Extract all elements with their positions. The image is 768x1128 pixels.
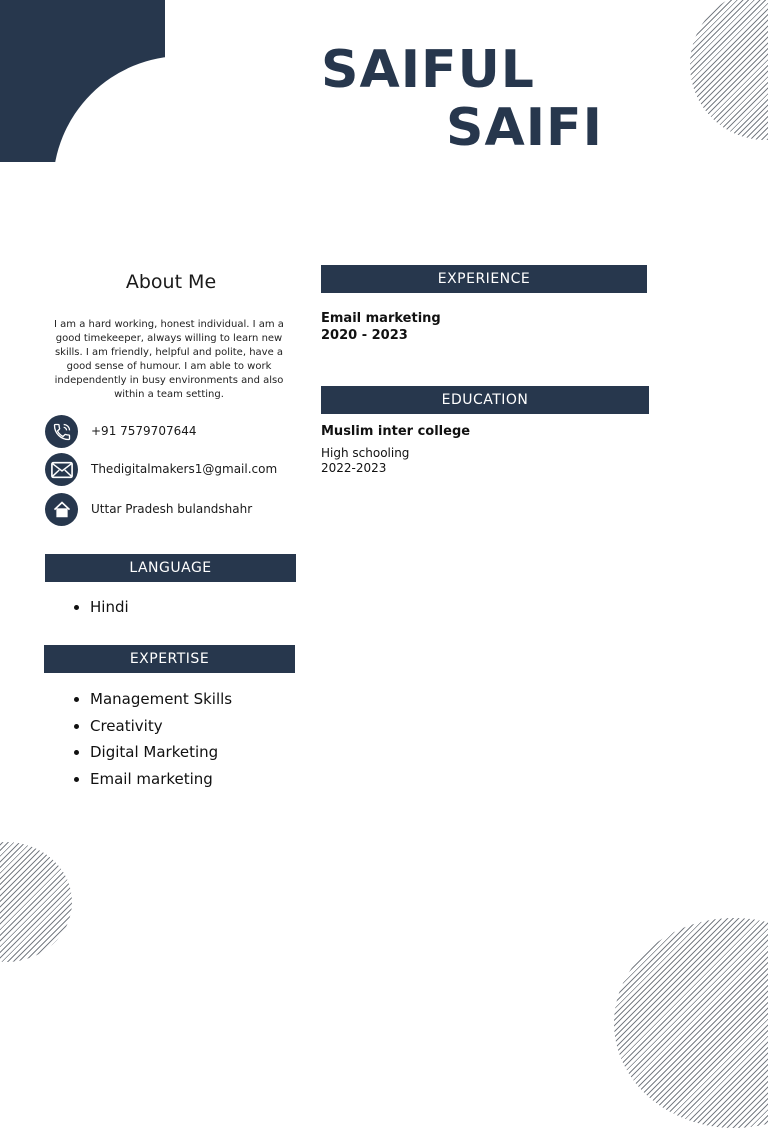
language-item: • Hindi (90, 594, 129, 621)
about-text: I am a hard working, honest individual. I am a good timekeeper, always willing to learn new skills. I am friendly, helpful and polite, have a good sense of humour. I am able to work independently in busy environments and also within a team setting. (54, 319, 284, 400)
phone-icon (45, 415, 78, 448)
expertise-item: • Management Skills (90, 686, 232, 713)
contact-phone-row (45, 415, 305, 448)
name-last: SAIFI (446, 98, 603, 158)
expertise-item: • Email marketing (90, 766, 232, 793)
experience-dates: 2020 - 2023 (321, 328, 408, 343)
education-years: 2022-2023 (321, 461, 387, 475)
experience-header: EXPERIENCE (321, 265, 647, 293)
contact-email-row (45, 453, 305, 486)
hatched-circle-bottom-right (614, 918, 768, 1128)
education-header: EDUCATION (321, 386, 649, 414)
envelope-icon (45, 453, 78, 486)
contact-phone[interactable]: +91 7579707644 (91, 424, 197, 438)
home-icon (45, 493, 78, 526)
language-list (64, 594, 129, 621)
expertise-header: EXPERTISE (44, 645, 295, 673)
language-header: LANGUAGE (45, 554, 296, 582)
education-school: Muslim inter college (321, 424, 471, 439)
name-first: SAIFUL (321, 40, 535, 100)
contact-email[interactable]: Thedigitalmakers1@gmail.com (91, 462, 278, 476)
experience-role: Email marketing (321, 311, 441, 326)
about-title: About Me (125, 271, 217, 293)
expertise-list (64, 686, 232, 792)
expertise-item: • Digital Marketing (90, 739, 232, 766)
hatched-circle-top-right (690, 0, 768, 140)
education-level: High schooling (321, 446, 410, 460)
contact-address: Uttar Pradesh bulandshahr (91, 502, 253, 516)
hatched-circle-bottom-left (0, 842, 72, 962)
expertise-item: • Creativity (90, 713, 232, 740)
contact-address-row (45, 493, 305, 526)
